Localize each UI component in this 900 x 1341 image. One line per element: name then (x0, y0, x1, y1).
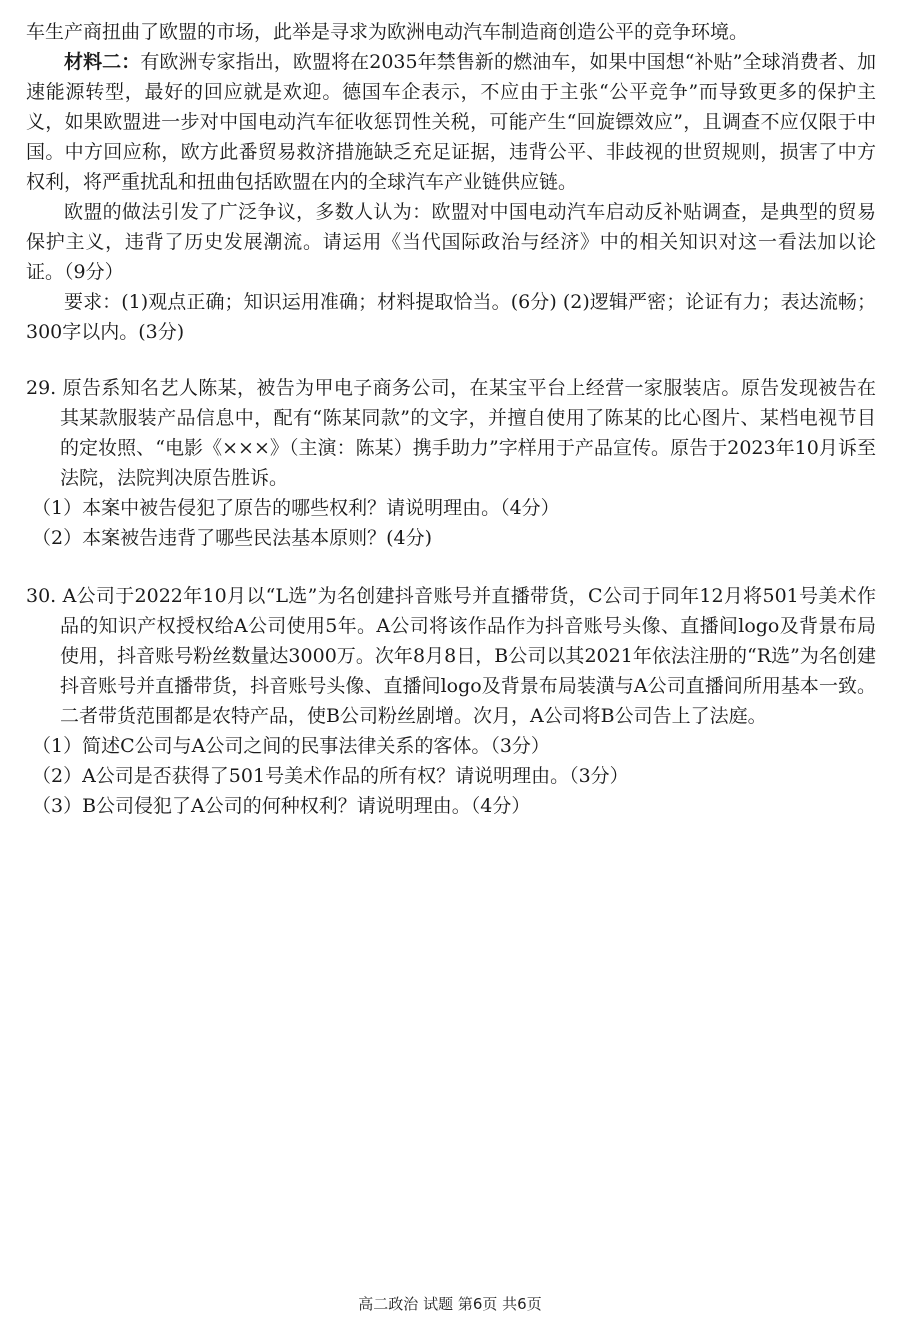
question-30-sub-1: （1）简述C公司与A公司之间的民事法律关系的客体。（3分） (32, 735, 550, 757)
page-content (26, 17, 876, 821)
question-29-text: 原告系知名艺人陈某，被告为甲电子商务公司，在某宝平台上经营一家服装店。原告发现被告在其某款服装产品信息中，配有“陈某同款”的文字，并擅自使用了陈某的比心图片、某档电视节目的定妆照、“电影《×××》（主演：陈某）携手助力”字样用于产品宣传。原告于2023年10月诉至法院，法院判决原告胜诉。 (60, 377, 876, 489)
material-two-paragraph (26, 47, 876, 197)
question-30-sub-3: （3）B公司侵犯了A公司的何种权利？请说明理由。（4分） (32, 795, 531, 817)
question-30-stem (26, 581, 876, 731)
question-29 (26, 373, 876, 553)
question-29-sub-1: （1）本案中被告侵犯了原告的哪些权利？请说明理由。（4分） (32, 497, 560, 519)
question-29-stem (26, 373, 876, 493)
page-footer: 高二政治 试题 第6页 共6页 (358, 1295, 542, 1313)
question-30-text: A公司于2022年10月以“L选”为名创建抖音账号并直播带货，C公司于同年12月将501号美术作品的知识产权授权给A公司使用5年。A公司将该作品作为抖音账号头像、直播间logo及背景布局使用，抖音账号粉丝数量达3000万。次年8月8日，B公司以其2021年依法注册的“R选”为名创建抖音账号并直播带货，抖音账号头像、直播间logo及背景布局装潢与A公司直播间所用基本一致。二者带货范围都是农特产品，使B公司粉丝剧增。次月，A公司将B公司告上了法庭。 (60, 585, 876, 727)
material-two-label: 材料二： (64, 51, 141, 73)
question-30 (26, 581, 876, 821)
material-continued-line: 车生产商扭曲了欧盟的市场，此举是寻求为欧洲电动汽车制造商创造公平的竞争环境。 (26, 21, 749, 43)
question-30-number: 30. (26, 585, 57, 607)
requirement-paragraph: 要求：(1)观点正确；知识运用准确；材料提取恰当。(6分) (2)逻辑严密；论证有力；表达流畅；300字以内。(3分) (26, 291, 876, 343)
material-two-text: 有欧洲专家指出，欧盟将在2035年禁售新的燃油车，如果中国想“补贴”全球消费者、加速能源转型，最好的回应就是欢迎。德国车企表示，不应由于主张“公平竞争”而导致更多的保护主义，如果欧盟进一步对中国电动汽车征收惩罚性关税，可能产生“回旋镖效应”，且调查不应仅限于中国。中方回应称，欧方此番贸易救济措施缺乏充足证据，违背公平、非歧视的世贸规则，损害了中方权利，将严重扰乱和扭曲包括欧盟在内的全球汽车产业链供应链。 (26, 51, 876, 193)
question-29-number: 29. (26, 377, 57, 399)
question-29-sub-2: （2）本案被告违背了哪些民法基本原则？(4分) (32, 527, 433, 549)
task-paragraph: 欧盟的做法引发了广泛争议，多数人认为：欧盟对中国电动汽车启动反补贴调查，是典型的贸易保护主义，违背了历史发展潮流。请运用《当代国际政治与经济》中的相关知识对这一看法加以论证。（9分） (26, 201, 876, 283)
question-30-sub-2: （2）A公司是否获得了501号美术作品的所有权？请说明理由。（3分） (32, 765, 629, 787)
